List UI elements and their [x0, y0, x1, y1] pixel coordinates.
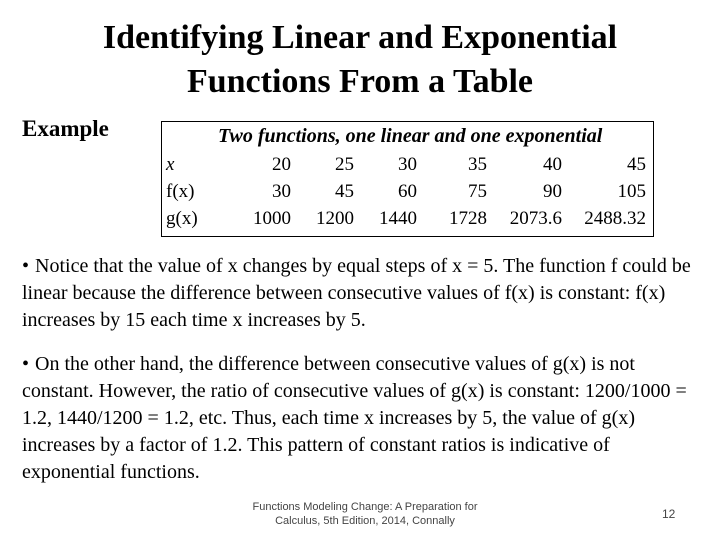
table-row-f	[162, 179, 653, 207]
table-cell: 1200	[316, 208, 354, 229]
table-cell: 1440	[379, 208, 417, 229]
table-cell: 60	[398, 181, 417, 202]
table-cell: 90	[543, 181, 562, 202]
page-number: 12	[662, 507, 676, 521]
table-cell: 1728	[449, 208, 487, 229]
title-line-2: Functions From a Table	[186, 63, 534, 100]
bullet-linear-text: Notice that the value of x changes by equal steps of x = 5. The function f could be linear because the difference between consecutive values of f(x) is constant: f(x) increases by 15 each time x increases by 5.	[22, 255, 691, 331]
slide-footer: Functions Modeling Change: A Preparation for Calculus, 5th Edition, 2014, Connally	[252, 501, 478, 527]
table-cell: 20	[272, 154, 291, 175]
table-cell: 30	[272, 181, 291, 202]
table-row-g	[162, 206, 653, 234]
row-label-g: g(x)	[166, 208, 198, 229]
table-row-x	[162, 152, 653, 180]
table-cell: 30	[398, 154, 417, 175]
table-cell: 45	[335, 181, 354, 202]
table-cell: 105	[617, 181, 646, 202]
table-cell: 2488.32	[584, 208, 646, 229]
row-label-x: x	[166, 154, 175, 175]
table-cell: 35	[468, 154, 487, 175]
table-cell: 45	[627, 154, 646, 175]
table-cell: 1000	[253, 208, 291, 229]
bullet-exponential-text: On the other hand, the difference between consecutive values of g(x) is not constant. However, the ratio of consecutive values of g(x) is constant: 1200/1000 = 1.2, 1440/1200 = 1.2, etc. Thus, each time x increases by 5, the value of g(x) increases by a factor of 1.2. This pattern of constant ratios is indicative of exponential functions.	[22, 353, 687, 483]
table-cell: 40	[543, 154, 562, 175]
row-label-f: f(x)	[166, 181, 195, 202]
title-line-1: Identifying Linear and Exponential	[102, 19, 618, 56]
bullet-icon: •	[22, 255, 30, 277]
bullet-icon: •	[22, 353, 30, 375]
table-cell: 2073.6	[509, 208, 562, 229]
table-cell: 75	[468, 181, 487, 202]
table-caption-bar	[162, 122, 653, 152]
slide-title	[0, 16, 720, 104]
bullet-exponential	[22, 351, 702, 486]
table-cell: 25	[335, 154, 354, 175]
example-label: Example	[22, 116, 109, 141]
bullet-linear	[22, 253, 702, 334]
function-table	[161, 121, 654, 237]
table-caption: Two functions, one linear and one exponential	[218, 125, 603, 147]
